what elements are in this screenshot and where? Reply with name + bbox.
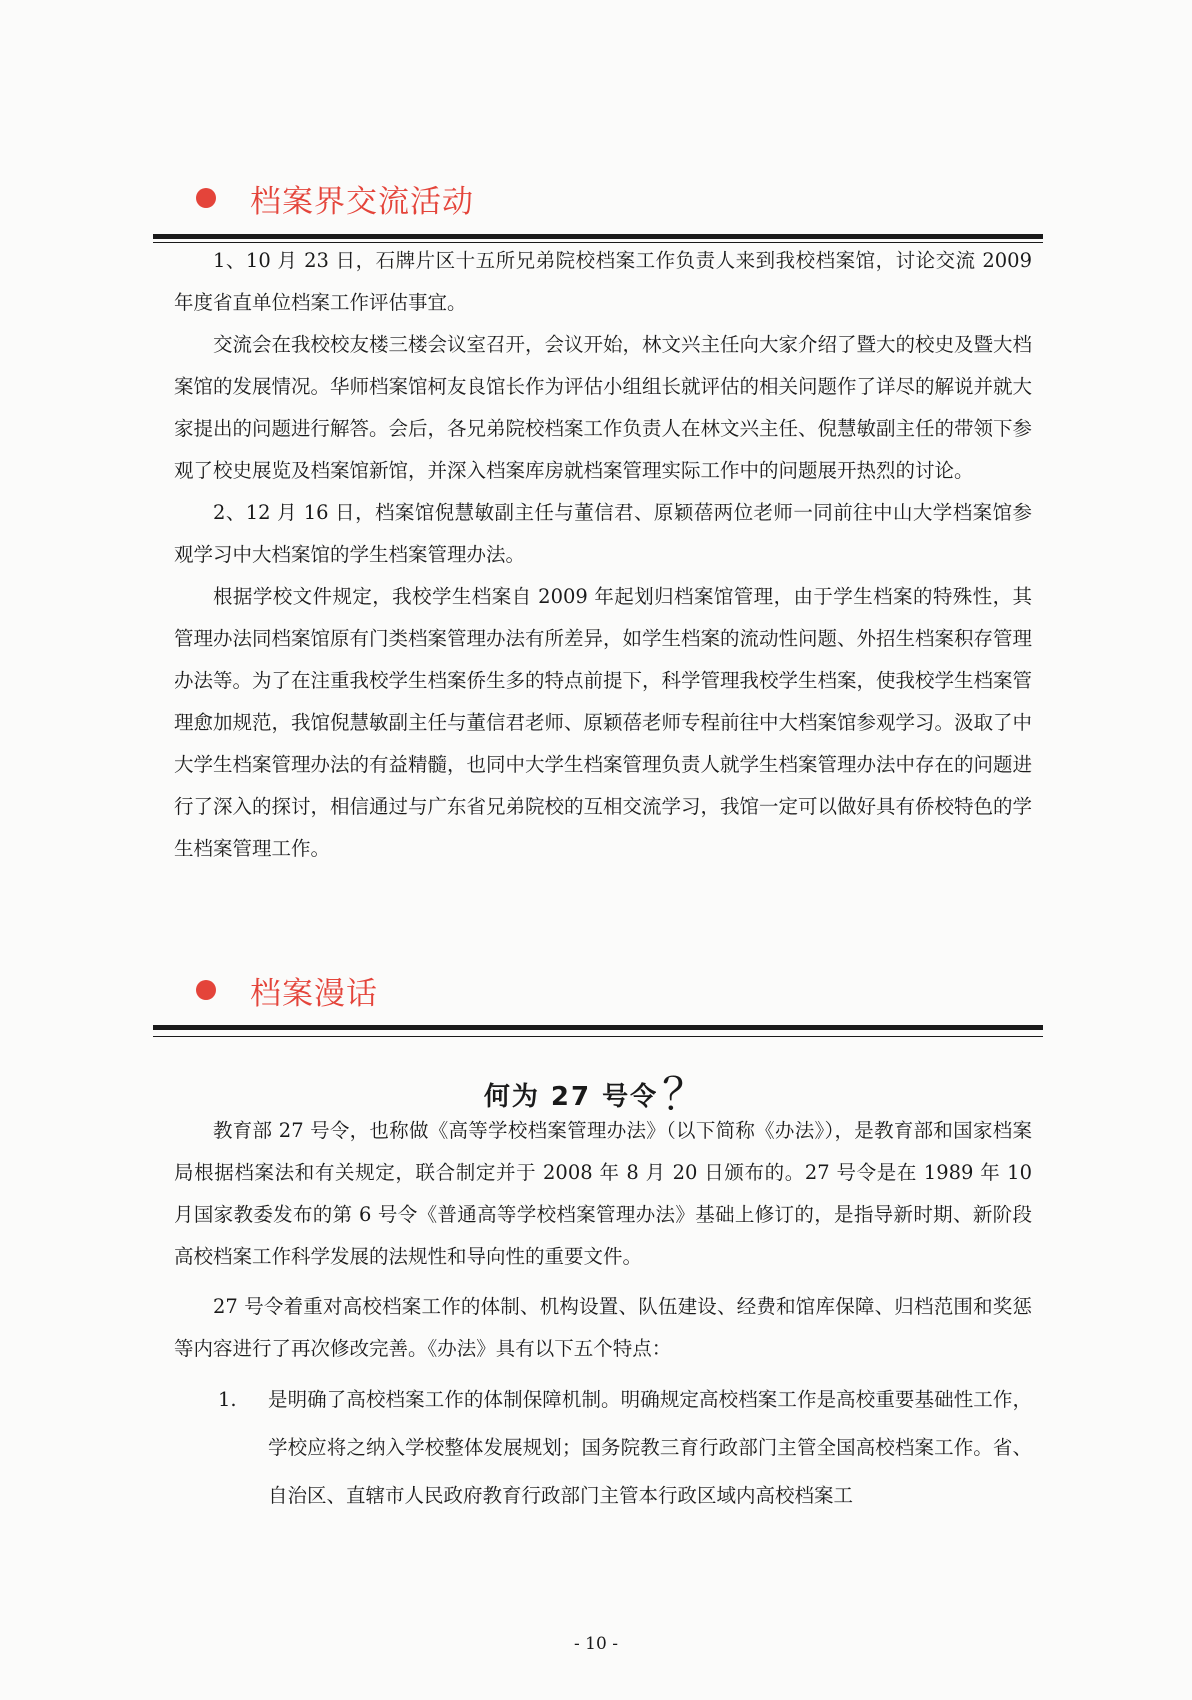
list-number: 1. (218, 1388, 237, 1411)
section-title: 档案界交流活动 (250, 183, 474, 220)
question-mark: ？ (662, 1069, 709, 1120)
paragraph: 交流会在我校校友楼三楼会议室召开，会议开始，林文兴主任向大家介绍了暨大的校史及暨大档案馆的发展情况。华师档案馆柯友良馆长作为评估小组组长就评估的相关问题作了详尽的解说并就大家提出的问题进行解答。会后，各兄弟院校档案工作负责人在林文兴主任、倪慧敏副主任的带领下参观了校史展览及档案馆新馆，并深入档案库房就档案管理实际工作中的问题展开热烈的讨论。 (174, 333, 1033, 482)
section-divider (153, 1025, 1043, 1030)
paragraph: 教育部 27 号令，也称做《高等学校档案管理办法》（以下简称《办法》），是教育部和国家档案局根据档案法和有关规定，联合制定并于 2008 年 8 月 20 日颁布的。27 号令是在 1989 年 10 月国家教委发布的第 6 号令《普通高等学校档案管理办法》基础上修订的，是指导新时期、新阶段高校档案工作科学发展的法规性和导向性的重要文件。 (174, 1119, 1032, 1268)
section-title: 档案漫话 (250, 975, 378, 1012)
section2-body (174, 1110, 1032, 1520)
list-item (174, 1376, 1032, 1520)
page-number: - 10 - (574, 1634, 618, 1654)
section1-body (174, 240, 1032, 870)
paragraph: 1、10 月 23 日，石牌片区十五所兄弟院校档案工作负责人来到我校档案馆，讨论交流 2009 年度省直单位档案工作评估事宜。 (174, 249, 1032, 314)
red-bullet-icon (196, 188, 216, 208)
section-header-talk (196, 965, 378, 1015)
paragraph: 2、12 月 16 日，档案馆倪慧敏副主任与董信君、原颖蓓两位老师一同前往中山大学档案馆参观学习中大档案馆的学生档案管理办法。 (174, 501, 1032, 566)
red-bullet-icon (196, 980, 216, 1000)
paragraph: 27 号令着重对高校档案工作的体制、机构设置、队伍建设、经费和馆库保障、归档范围和奖惩等内容进行了再次修改完善。《办法》具有以下五个特点： (174, 1295, 1032, 1360)
list-text: 是明确了高校档案工作的体制保障机制。明确规定高校档案工作是高校重要基础性工作，学校应将之纳入学校整体发展规划；国务院教三育行政部门主管全国高校档案工作。省、自治区、直辖市人民政府教育行政部门主管本行政区域内高校档案工 (268, 1388, 1032, 1507)
paragraph: 根据学校文件规定，我校学生档案自 2009 年起划归档案馆管理，由于学生档案的特殊性，其管理办法同档案馆原有门类档案管理办法有所差异，如学生档案的流动性问题、外招生档案积存管理办法等。为了在注重我校学生档案侨生多的特点前提下，科学管理我校学生档案，使我校学生档案管理愈加规范，我馆倪慧敏副主任与董信君老师、原颖蓓老师专程前往中大档案馆参观学习。汲取了中大学生档案管理办法的有益精髓，也同中大学生档案管理负责人就学生档案管理办法中存在的问题进行了深入的探讨，相信通过与广东省兄弟院校的互相交流学习，我馆一定可以做好具有侨校特色的学生档案管理工作。 (174, 585, 1033, 860)
article-title-text: 何为 27 号令 (483, 1082, 659, 1112)
section-divider (153, 234, 1043, 239)
section-header-exchange (196, 173, 474, 223)
